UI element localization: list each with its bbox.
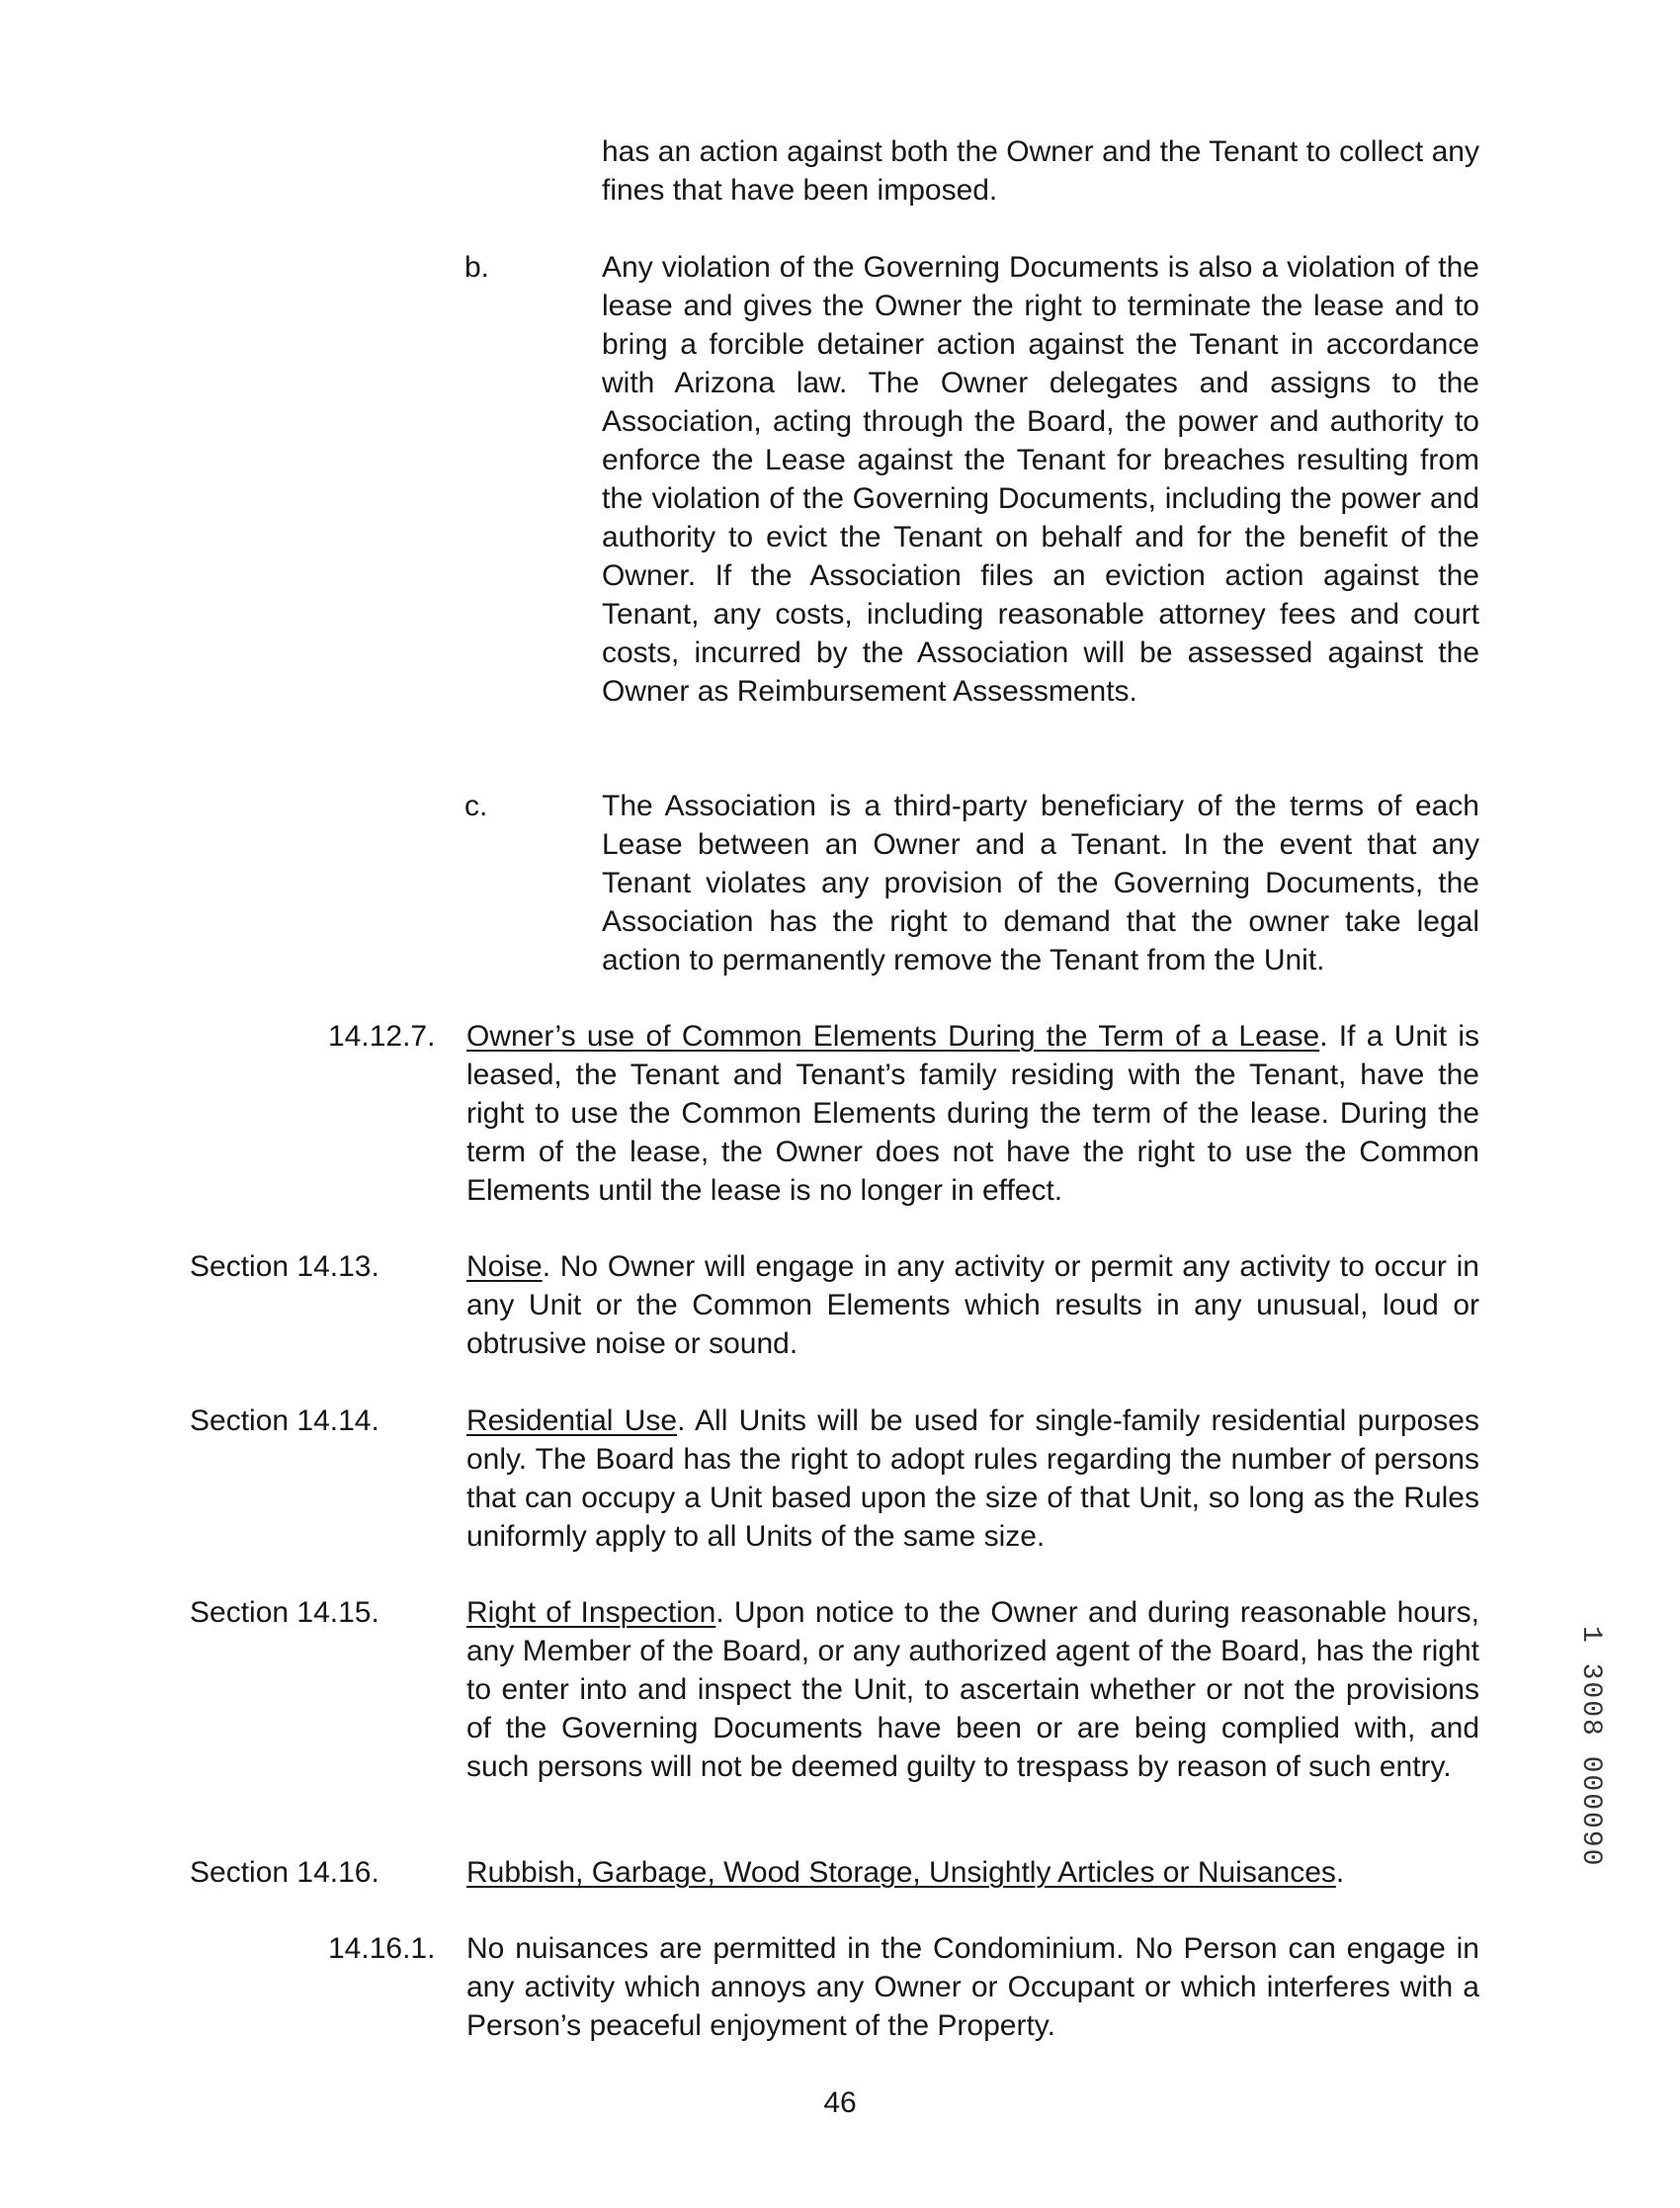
section-14-15-label: Section 14.15.	[190, 1596, 379, 1629]
subsection-14-16-1-text: No nuisances are permitted in the Condominium. No Person can engage in any activity which annoys any Owner or Occupant or which interferes with a Person’s peaceful enjoyment of the Property.	[466, 1932, 1479, 2042]
section-14-14-label: Section 14.14.	[190, 1404, 379, 1437]
subsection-14-12-7-number: 14.12.7.	[328, 1020, 436, 1053]
section-14-16-heading: Rubbish, Garbage, Wood Storage, Unsightly Articles or Nuisances	[466, 1856, 1336, 1889]
section-14-13-label: Section 14.13.	[190, 1250, 379, 1283]
section-14-16-label: Section 14.16.	[190, 1856, 379, 1889]
section-14-15-heading: Right of Inspection	[466, 1596, 716, 1629]
subsection-14-16-1-number: 14.16.1.	[328, 1932, 436, 1965]
item-b-text: Any violation of the Governing Documents is also a violation of the lease and gives the Owner the right to terminate the lease and to bring a forcible detainer action against the Tenant in accordance with Arizona law. The Owner delegates and assigns to the Association, acting through the Board, the power and authority to enforce the Lease against the Tenant for breaches resulting from the violation of the Governing Documents, including the power and authority to evict the Tenant on behalf and for the benefit of the Owner. If the Association files an eviction action against the Tenant, any costs, including reasonable attorney fees and court costs, incurred by the Association will be assessed against the Owner as Reimbursement Assessments.	[602, 251, 1479, 708]
margin-recording-stamp: 1 3008 000090	[1575, 1626, 1606, 1868]
subsection-14-12-7-body	[466, 1017, 1479, 1210]
item-a-continuation	[602, 132, 1479, 210]
section-14-15-body	[466, 1593, 1479, 1786]
section-14-13-body	[466, 1247, 1479, 1363]
section-14-15-text: . Upon notice to the Owner and during reasonable hours, any Member of the Board, or any authorized agent of the Board, has the right to enter into and inspect the Unit, to ascertain whether or not the provisions of the Governing Documents have been or are being complied with, and such persons will not be deemed guilty to trespass by reason of such entry.	[466, 1596, 1479, 1783]
section-14-14-body	[466, 1401, 1479, 1556]
subsection-14-12-7-text: . If a Unit is leased, the Tenant and Tenant’s family residing with the Tenant, have the right to use the Common Elements during the term of the lease. During the term of the lease, the Owner does not have the right to use the Common Elements until the lease is no longer in effect.	[466, 1020, 1480, 1207]
section-14-16-tail: .	[1335, 1856, 1345, 1889]
section-14-13-text: . No Owner will engage in any activity or permit any activity to occur in any Unit or the Common Elements which results in any unusual, loud or obtrusive noise or sound.	[466, 1250, 1479, 1360]
subsection-14-12-7-heading: Owner’s use of Common Elements During the Term of a Lease	[466, 1020, 1320, 1053]
item-c-text: The Association is a third-party beneficiary of the terms of each Lease between an Owner and a Tenant. In the event that any Tenant violates any provision of the Governing Documents, the Association has the right to demand that the owner take legal action to permanently remove the Tenant from the Unit.	[602, 790, 1479, 977]
section-14-13-heading: Noise	[466, 1250, 543, 1283]
page-number: 46	[823, 2086, 857, 2119]
section-14-14-heading: Residential Use	[466, 1404, 678, 1437]
section-14-14-text: . All Units will be used for single-family residential purposes only. The Board has the right to adopt rules regarding the number of persons that can occupy a Unit based upon the size of that Unit, so long as the Rules uniformly apply to all Units of the same size.	[466, 1404, 1479, 1553]
item-a-text: has an action against both the Owner and the Tenant to collect any fines that have been imposed.	[602, 135, 1479, 207]
item-b-label: b.	[464, 251, 490, 284]
section-14-16-body	[466, 1853, 1479, 1892]
item-c-label: c.	[464, 790, 488, 822]
